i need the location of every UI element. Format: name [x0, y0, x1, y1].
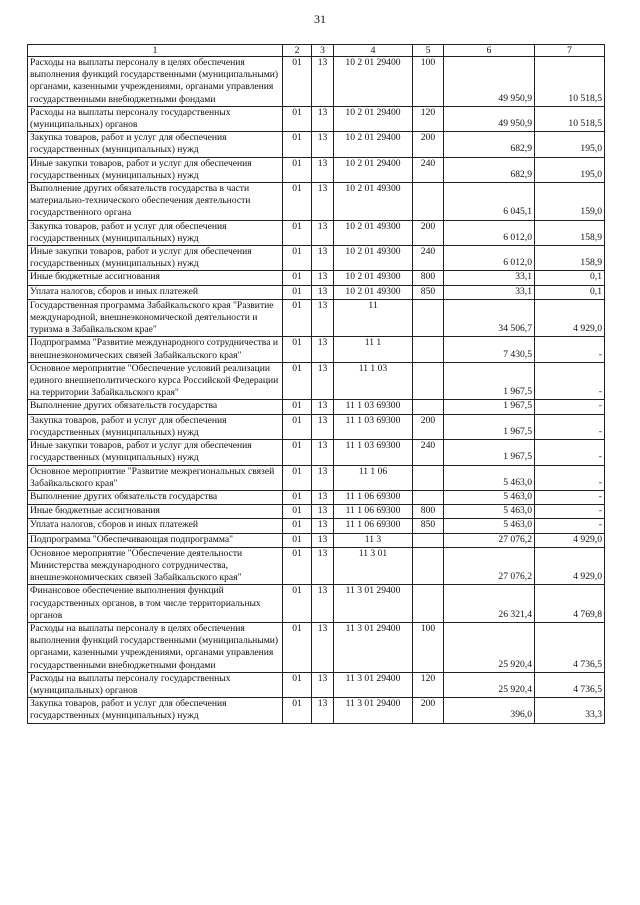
amount-col7-cell: -	[535, 400, 605, 414]
expense-type-cell: 800	[413, 505, 444, 519]
header-cell: 1	[28, 45, 283, 57]
table-row	[28, 400, 605, 414]
section-code-cell: 01	[283, 533, 312, 547]
section-code-cell: 01	[283, 698, 312, 723]
subsection-code-cell: 13	[312, 622, 334, 672]
expense-name-cell: Государственная программа Забайкальского края "Развитие международной, внешнеэкономической деятельности и туризма в Забайкальском крае"	[28, 299, 283, 337]
target-article-cell: 11 1 06 69300	[334, 519, 413, 533]
table-row	[28, 271, 605, 285]
expense-name-cell: Расходы на выплаты персоналу государственных (муниципальных) органов	[28, 672, 283, 697]
section-code-cell: 01	[283, 490, 312, 504]
table-row	[28, 465, 605, 490]
subsection-code-cell: 13	[312, 132, 334, 157]
amount-col7-cell: -	[535, 362, 605, 400]
amount-col7-cell: 158,9	[535, 246, 605, 271]
amount-col6-cell: 682,9	[444, 132, 535, 157]
section-code-cell: 01	[283, 132, 312, 157]
amount-col6-cell: 5 463,0	[444, 490, 535, 504]
amount-col7-cell: 4 736,5	[535, 672, 605, 697]
amount-col6-cell: 1 967,5	[444, 414, 535, 439]
target-article-cell: 11 1 03 69300	[334, 414, 413, 439]
amount-col6-cell: 33,1	[444, 271, 535, 285]
budget-table	[27, 44, 605, 724]
table-row	[28, 440, 605, 465]
amount-col6-cell: 6 045,1	[444, 183, 535, 221]
table-row	[28, 157, 605, 182]
expense-name-cell: Расходы на выплаты персоналу в целях обеспечения выполнения функций государственными (муниципальными) органами, казенными учреждениями, органами управления государственными внебюджетными фондами	[28, 57, 283, 107]
expense-name-cell: Иные бюджетные ассигнования	[28, 505, 283, 519]
target-article-cell: 11 3 01 29400	[334, 622, 413, 672]
subsection-code-cell: 13	[312, 465, 334, 490]
header-cell: 7	[535, 45, 605, 57]
target-article-cell: 10 2 01 29400	[334, 132, 413, 157]
expense-type-cell: 850	[413, 285, 444, 299]
table-row	[28, 672, 605, 697]
amount-col7-cell: 195,0	[535, 157, 605, 182]
expense-name-cell: Закупка товаров, работ и услуг для обеспечения государственных (муниципальных) нужд	[28, 132, 283, 157]
section-code-cell: 01	[283, 414, 312, 439]
expense-type-cell: 100	[413, 622, 444, 672]
subsection-code-cell: 13	[312, 106, 334, 131]
subsection-code-cell: 13	[312, 547, 334, 585]
amount-col6-cell: 396,0	[444, 698, 535, 723]
page-number: 31	[314, 12, 326, 26]
section-code-cell: 01	[283, 400, 312, 414]
amount-col6-cell: 5 463,0	[444, 519, 535, 533]
expense-name-cell: Расходы на выплаты персоналу государственных (муниципальных) органов	[28, 106, 283, 131]
expense-type-cell	[413, 465, 444, 490]
table-row	[28, 622, 605, 672]
header-cell: 4	[334, 45, 413, 57]
amount-col6-cell: 25 920,4	[444, 672, 535, 697]
subsection-code-cell: 13	[312, 698, 334, 723]
subsection-code-cell: 13	[312, 285, 334, 299]
expense-name-cell: Закупка товаров, работ и услуг для обеспечения государственных (муниципальных) нужд	[28, 698, 283, 723]
expense-type-cell: 100	[413, 57, 444, 107]
amount-col7-cell: 159,0	[535, 183, 605, 221]
amount-col7-cell: -	[535, 519, 605, 533]
target-article-cell: 11 1 06	[334, 465, 413, 490]
header-cell: 5	[413, 45, 444, 57]
table-row	[28, 183, 605, 221]
expense-type-cell	[413, 585, 444, 623]
expense-name-cell: Выполнение других обязательств государства	[28, 400, 283, 414]
expense-type-cell: 200	[413, 698, 444, 723]
amount-col7-cell: 158,9	[535, 220, 605, 245]
subsection-code-cell: 13	[312, 220, 334, 245]
expense-type-cell	[413, 299, 444, 337]
subsection-code-cell: 13	[312, 337, 334, 362]
expense-type-cell: 800	[413, 271, 444, 285]
expense-name-cell: Основное мероприятие "Обеспечение деятельности Министерства международного сотрудничества, внешнеэкономических связей Забайкальского края"	[28, 547, 283, 585]
expense-name-cell: Основное мероприятие "Развитие межрегиональных связей Забайкальского края"	[28, 465, 283, 490]
expense-type-cell: 240	[413, 246, 444, 271]
subsection-code-cell: 13	[312, 440, 334, 465]
expense-name-cell: Выполнение других обязательств государства	[28, 490, 283, 504]
amount-col6-cell: 26 321,4	[444, 585, 535, 623]
section-code-cell: 01	[283, 440, 312, 465]
subsection-code-cell: 13	[312, 672, 334, 697]
amount-col6-cell: 1 967,5	[444, 400, 535, 414]
expense-name-cell: Иные бюджетные ассигнования	[28, 271, 283, 285]
target-article-cell: 10 2 01 49300	[334, 183, 413, 221]
subsection-code-cell: 13	[312, 414, 334, 439]
amount-col6-cell: 6 012,0	[444, 220, 535, 245]
amount-col7-cell: -	[535, 465, 605, 490]
subsection-code-cell: 13	[312, 271, 334, 285]
target-article-cell: 11 3 01 29400	[334, 585, 413, 623]
section-code-cell: 01	[283, 672, 312, 697]
amount-col7-cell: 4 929,0	[535, 547, 605, 585]
target-article-cell: 10 2 01 29400	[334, 106, 413, 131]
subsection-code-cell: 13	[312, 299, 334, 337]
expense-type-cell	[413, 183, 444, 221]
section-code-cell: 01	[283, 622, 312, 672]
amount-col6-cell: 682,9	[444, 157, 535, 182]
target-article-cell: 10 2 01 29400	[334, 157, 413, 182]
target-article-cell: 11 3 01 29400	[334, 698, 413, 723]
amount-col7-cell: 195,0	[535, 132, 605, 157]
amount-col7-cell: -	[535, 414, 605, 439]
target-article-cell: 10 2 01 49300	[334, 220, 413, 245]
target-article-cell: 11 1 03 69300	[334, 440, 413, 465]
expense-name-cell: Иные закупки товаров, работ и услуг для обеспечения государственных (муниципальных) нужд	[28, 246, 283, 271]
subsection-code-cell: 13	[312, 362, 334, 400]
target-article-cell: 11 1 06 69300	[334, 505, 413, 519]
amount-col7-cell: 10 518,5	[535, 57, 605, 107]
expense-type-cell: 240	[413, 157, 444, 182]
section-code-cell: 01	[283, 505, 312, 519]
expense-type-cell	[413, 362, 444, 400]
subsection-code-cell: 13	[312, 519, 334, 533]
amount-col7-cell: -	[535, 337, 605, 362]
table-row	[28, 505, 605, 519]
table-row	[28, 57, 605, 107]
amount-col7-cell: 33,3	[535, 698, 605, 723]
subsection-code-cell: 13	[312, 157, 334, 182]
table-row	[28, 285, 605, 299]
table-row	[28, 299, 605, 337]
expense-type-cell: 200	[413, 132, 444, 157]
target-article-cell: 11 3 01	[334, 547, 413, 585]
header-cell: 2	[283, 45, 312, 57]
amount-col7-cell: 4 736,5	[535, 622, 605, 672]
table-row	[28, 698, 605, 723]
subsection-code-cell: 13	[312, 585, 334, 623]
expense-name-cell: Уплата налогов, сборов и иных платежей	[28, 519, 283, 533]
amount-col6-cell: 25 920,4	[444, 622, 535, 672]
expense-type-cell: 850	[413, 519, 444, 533]
target-article-cell: 11 1 03	[334, 362, 413, 400]
section-code-cell: 01	[283, 106, 312, 131]
table-row	[28, 547, 605, 585]
table-header-row	[28, 45, 605, 57]
table-row	[28, 414, 605, 439]
amount-col7-cell: -	[535, 505, 605, 519]
expense-type-cell	[413, 490, 444, 504]
subsection-code-cell: 13	[312, 533, 334, 547]
expense-type-cell: 120	[413, 672, 444, 697]
expense-name-cell: Закупка товаров, работ и услуг для обеспечения государственных (муниципальных) нужд	[28, 414, 283, 439]
amount-col7-cell: 0,1	[535, 285, 605, 299]
amount-col6-cell: 27 076,2	[444, 547, 535, 585]
target-article-cell: 11 1 03 69300	[334, 400, 413, 414]
expense-type-cell: 120	[413, 106, 444, 131]
amount-col6-cell: 5 463,0	[444, 505, 535, 519]
target-article-cell: 11 1 06 69300	[334, 490, 413, 504]
table-row	[28, 220, 605, 245]
expense-name-cell: Финансовое обеспечение выполнения функций государственных органов, в том числе территориальных органов	[28, 585, 283, 623]
subsection-code-cell: 13	[312, 183, 334, 221]
amount-col6-cell: 7 430,5	[444, 337, 535, 362]
amount-col6-cell: 49 950,9	[444, 57, 535, 107]
expense-type-cell: 200	[413, 414, 444, 439]
expense-name-cell: Закупка товаров, работ и услуг для обеспечения государственных (муниципальных) нужд	[28, 220, 283, 245]
header-cell: 3	[312, 45, 334, 57]
expense-name-cell: Иные закупки товаров, работ и услуг для обеспечения государственных (муниципальных) нужд	[28, 157, 283, 182]
expense-name-cell: Подпрограмма "Развитие международного сотрудничества и внешнеэкономических связей Забайкальского края"	[28, 337, 283, 362]
section-code-cell: 01	[283, 299, 312, 337]
amount-col6-cell: 1 967,5	[444, 362, 535, 400]
target-article-cell: 10 2 01 49300	[334, 285, 413, 299]
table-row	[28, 106, 605, 131]
section-code-cell: 01	[283, 362, 312, 400]
section-code-cell: 01	[283, 220, 312, 245]
expense-type-cell: 200	[413, 220, 444, 245]
section-code-cell: 01	[283, 337, 312, 362]
amount-col7-cell: 10 518,5	[535, 106, 605, 131]
table-row	[28, 246, 605, 271]
table-row	[28, 519, 605, 533]
subsection-code-cell: 13	[312, 505, 334, 519]
section-code-cell: 01	[283, 271, 312, 285]
amount-col7-cell: 4 929,0	[535, 533, 605, 547]
expense-name-cell: Основное мероприятие "Обеспечение условий реализации единого внешнеполитического курса Российской Федерации на территории Забайкальского края"	[28, 362, 283, 400]
expense-name-cell: Расходы на выплаты персоналу в целях обеспечения выполнения функций государственными (муниципальными) органами, казенными учреждениями, органами управления государственными внебюджетными фондами	[28, 622, 283, 672]
expense-name-cell: Выполнение других обязательств государства в части материально-технического обеспечения деятельности государственного органа	[28, 183, 283, 221]
amount-col7-cell: 4 929,0	[535, 299, 605, 337]
subsection-code-cell: 13	[312, 246, 334, 271]
subsection-code-cell: 13	[312, 490, 334, 504]
section-code-cell: 01	[283, 246, 312, 271]
expense-type-cell	[413, 547, 444, 585]
table-row	[28, 585, 605, 623]
amount-col6-cell: 1 967,5	[444, 440, 535, 465]
expense-name-cell: Уплата налогов, сборов и иных платежей	[28, 285, 283, 299]
section-code-cell: 01	[283, 465, 312, 490]
target-article-cell: 10 2 01 29400	[334, 57, 413, 107]
amount-col7-cell: -	[535, 490, 605, 504]
table-row	[28, 337, 605, 362]
table-row	[28, 490, 605, 504]
expense-name-cell: Подпрограмма "Обеспечивающая подпрограмма"	[28, 533, 283, 547]
section-code-cell: 01	[283, 547, 312, 585]
amount-col6-cell: 49 950,9	[444, 106, 535, 131]
target-article-cell: 11 3 01 29400	[334, 672, 413, 697]
expense-name-cell: Иные закупки товаров, работ и услуг для обеспечения государственных (муниципальных) нужд	[28, 440, 283, 465]
amount-col7-cell: 0,1	[535, 271, 605, 285]
section-code-cell: 01	[283, 585, 312, 623]
subsection-code-cell: 13	[312, 57, 334, 107]
section-code-cell: 01	[283, 157, 312, 182]
table-row	[28, 533, 605, 547]
section-code-cell: 01	[283, 519, 312, 533]
target-article-cell: 11	[334, 299, 413, 337]
amount-col6-cell: 6 012,0	[444, 246, 535, 271]
target-article-cell: 11 1	[334, 337, 413, 362]
table-row	[28, 362, 605, 400]
section-code-cell: 01	[283, 285, 312, 299]
amount-col7-cell: -	[535, 440, 605, 465]
amount-col6-cell: 33,1	[444, 285, 535, 299]
section-code-cell: 01	[283, 183, 312, 221]
target-article-cell: 11 3	[334, 533, 413, 547]
amount-col6-cell: 27 076,2	[444, 533, 535, 547]
amount-col7-cell: 4 769,8	[535, 585, 605, 623]
expense-type-cell	[413, 400, 444, 414]
table-row	[28, 132, 605, 157]
target-article-cell: 10 2 01 49300	[334, 271, 413, 285]
amount-col6-cell: 5 463,0	[444, 465, 535, 490]
amount-col6-cell: 34 506,7	[444, 299, 535, 337]
header-cell: 6	[444, 45, 535, 57]
expense-type-cell	[413, 337, 444, 362]
subsection-code-cell: 13	[312, 400, 334, 414]
expense-type-cell: 240	[413, 440, 444, 465]
section-code-cell: 01	[283, 57, 312, 107]
expense-type-cell	[413, 533, 444, 547]
target-article-cell: 10 2 01 49300	[334, 246, 413, 271]
